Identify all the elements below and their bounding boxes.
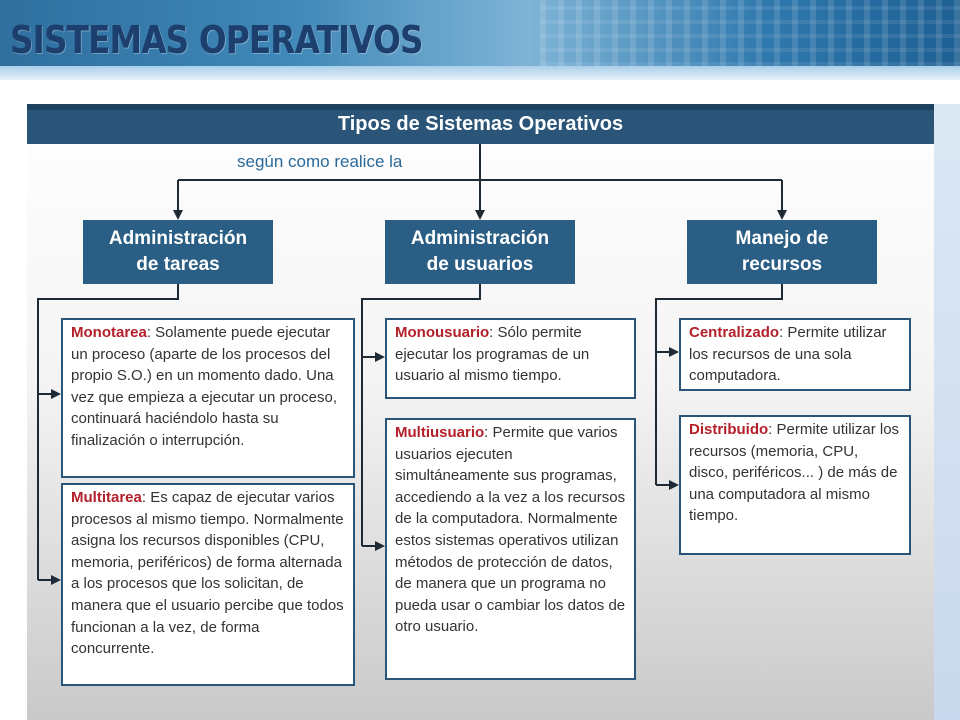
definition-text: : Permite utilizar los recursos de una sola computadora. [689, 324, 887, 385]
definition-box-monousuario [385, 318, 636, 399]
term-centralizado: Centralizado [689, 324, 780, 341]
category-administracion-usuarios [385, 220, 575, 284]
term-multiusuario: Multiusuario [395, 424, 485, 441]
category-administracion-tareas [83, 220, 273, 284]
diagram-title: Tipos de Sistemas Operativos [337, 112, 624, 135]
category-label-line1: Administración [108, 228, 248, 249]
header-highlight-bar [0, 66, 960, 80]
definition-box-distribuido [679, 415, 911, 555]
header-spacer [0, 80, 960, 104]
category-label-line2: de usuarios [426, 254, 534, 275]
slide-header [0, 0, 960, 80]
slide-side-strip [934, 104, 960, 720]
definition-text: : Permite que varios usuarios ejecuten simultáneamente sus programas, accediendo a la vez a los recursos de la computadora. Normalmente estos sistemas operativos utilizan métodos de protección de datos, de manera que un programa no pueda usar o cambiar los datos de otro usuario. [395, 424, 626, 636]
definition-text: : Sólo permite ejecutar los programas de un usuario al mismo tiempo. [395, 324, 590, 385]
category-label-line1: Administración [410, 228, 550, 249]
connector-label: según como realice la [237, 152, 403, 171]
diagram-panel [27, 104, 934, 720]
category-label-line2: recursos [741, 254, 823, 275]
category-manejo-recursos [687, 220, 877, 284]
definition-box-centralizado [679, 318, 911, 391]
category-label-line1: Manejo de [735, 228, 829, 249]
category-label-line2: de tareas [136, 254, 220, 275]
term-distribuido: Distribuido [689, 421, 769, 438]
definition-box-multiusuario [385, 418, 636, 680]
definition-text: : Es capaz de ejecutar varios procesos al mismo tiempo. Normalmente asigna los recursos disponibles (CPU, memoria, periféricos) de forma alternada a los procesos que los solicitan, de manera que el usuario percibe que todos funcionan a la vez, de forma concurrente. [71, 489, 344, 658]
definition-box-monotarea [61, 318, 355, 478]
term-multitarea: Multitarea [71, 489, 142, 506]
definition-box-multitarea [61, 483, 355, 686]
term-monotarea: Monotarea [71, 324, 147, 341]
definition-text: : Permite utilizar los recursos (memoria, CPU, disco, periféricos... ) de más de una computadora al mismo tiempo. [689, 421, 900, 525]
slide-title: SISTEMAS OPERATIVOS [10, 18, 423, 62]
definition-text: : Solamente puede ejecutar un proceso (aparte de los procesos del propio S.O.) en un momento dado. Una vez que empieza a ejecutar un proceso, continuará haciéndolo hasta su finalización o interrupción. [71, 324, 337, 449]
term-monousuario: Monousuario [395, 324, 490, 341]
